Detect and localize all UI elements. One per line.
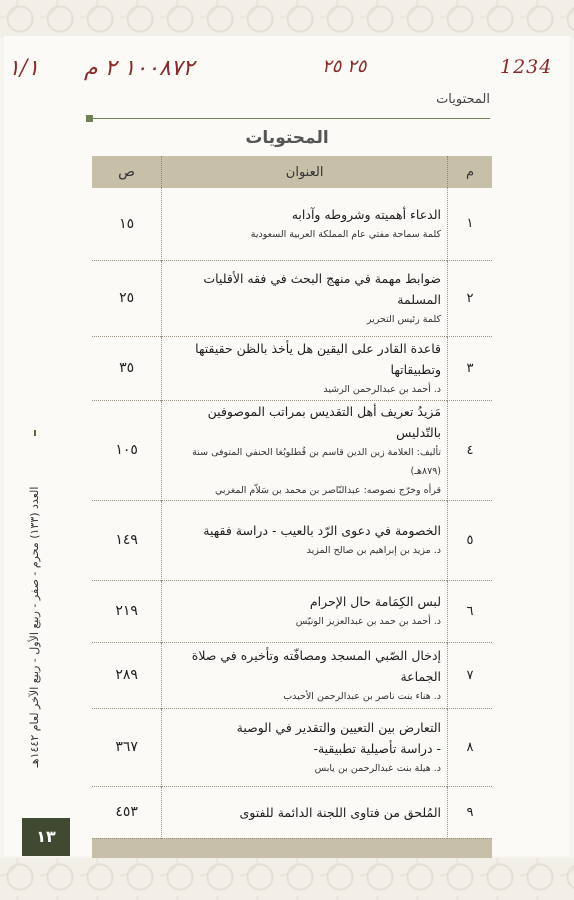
article-author: كلمة رئيس التحرير (366, 313, 442, 325)
article-author: د. أحمد بن عبدالرحمن الرشيد (323, 383, 442, 395)
row-title-cell (162, 708, 448, 786)
header-divider (92, 118, 490, 119)
contents-table (92, 156, 492, 863)
article-title: مَزيدُ تعريف أهل التقديس بمراتب الموصوفين بالتّدليس (207, 403, 442, 440)
handwritten-note-middle: ٢٥ ٢٥ (322, 56, 367, 77)
article-author: د. هناء بنت ناصر بن عبدالرحمن الأحيدب (283, 690, 442, 702)
table-row (92, 580, 492, 642)
section-header-title: المحتويات (436, 92, 490, 107)
row-number: ٢ (448, 260, 492, 336)
row-page: ٢٨٩ (92, 642, 162, 708)
row-number: ٥ (448, 500, 492, 580)
article-title: المُلحق من فتاوى اللجنة الدائمة للفتوى (239, 804, 442, 820)
row-title-cell (162, 500, 448, 580)
row-title-cell (162, 400, 448, 500)
row-number: ٦ (448, 580, 492, 642)
row-page: ٤٥٣ (92, 786, 162, 838)
row-title-cell (162, 580, 448, 642)
table-row (92, 336, 492, 400)
row-page: ١٥ (92, 188, 162, 260)
row-number: ٤ (448, 400, 492, 500)
row-title-cell (162, 642, 448, 708)
article-title: لبس الكِمَامة حال الإحرام (309, 594, 442, 609)
row-number: ١ (448, 188, 492, 260)
issue-spine (26, 430, 44, 822)
handwritten-note-right: 1234 (500, 56, 553, 78)
table-row (92, 400, 492, 500)
article-author: قرأه وخرّج نصوصه: عبدالنّاصر بن محمد بن سَلاّم المغربي (214, 484, 442, 496)
table-row (92, 786, 492, 838)
article-author: د. مزيد بن إبراهيم بن صالح المزيد (306, 545, 442, 556)
header-page: ص (92, 156, 162, 188)
article-title: وتطبيقاتها (390, 361, 442, 377)
table-row (92, 500, 492, 580)
row-title-cell (162, 336, 448, 400)
decorative-border-bottom (0, 858, 574, 900)
row-number: ٧ (448, 642, 492, 708)
row-title-cell (162, 188, 448, 260)
table-header-row (92, 156, 492, 188)
article-title: قاعدة القادر على اليقين هل يأخذ بالظن حقيقتها (195, 340, 442, 356)
row-page: ٢١٩ (92, 580, 162, 642)
row-page: ٢٥ (92, 260, 162, 336)
row-number: ٩ (448, 786, 492, 838)
table-row (92, 642, 492, 708)
header-title: العنوان (162, 156, 448, 188)
header-num: م (448, 156, 492, 188)
article-author: د. هيلة بنت عبدالرحمن بن يابس (314, 762, 442, 774)
row-title-cell (162, 786, 448, 838)
row-number: ٨ (448, 708, 492, 786)
handwritten-note-number: ١٠٠٨٧٢ ٢ م (84, 56, 195, 81)
article-title: إدخال الصّبي المسجد ومصافّته وتأخيره في صلاة الجماعة (191, 647, 442, 684)
article-title: - دراسة تأصيلية تطبيقية- (313, 740, 442, 756)
table-row (92, 260, 492, 336)
article-title: الخصومة في دعوى الرّد بالعيب - دراسة فقهية (203, 523, 442, 538)
handwritten-note-left: ١/١ (8, 56, 40, 81)
article-author: د. أحمد بن حمد بن عبدالعزيز الونيّس (295, 616, 442, 627)
article-title: الدعاء أهميته وشروطه وآدابه (291, 206, 442, 222)
page-title: المحتويات (245, 128, 329, 148)
row-page: ١٤٩ (92, 500, 162, 580)
row-page: ٣٥ (92, 336, 162, 400)
table-row (92, 708, 492, 786)
table-row (92, 188, 492, 260)
row-title-cell (162, 260, 448, 336)
article-title: التعارض بين التعيين والتقدير في الوصية (236, 719, 442, 735)
row-page: ٣٦٧ (92, 708, 162, 786)
row-number: ٣ (448, 336, 492, 400)
page-number: ١٣ (22, 818, 70, 856)
issue-info-text: العدد (١٣٣) محرم - صفر - ربيع الأول - ربيع الآخر لعام ١٤٤٢هـ (26, 436, 44, 818)
article-author: كلمة سماحة مفتي عام المملكة العربية السعودية (250, 228, 442, 240)
decorative-border-top (0, 0, 574, 38)
article-author: تأليف: العلامة زين الدين قاسم بن قُطلوبُغا الحنفي المتوفى سنة (٨٧٩هـ) (192, 446, 442, 477)
row-page: ١٠٥ (92, 400, 162, 500)
article-title: ضوابط مهمة في منهج البحث في فقه الأقليات المسلمة (203, 270, 442, 307)
